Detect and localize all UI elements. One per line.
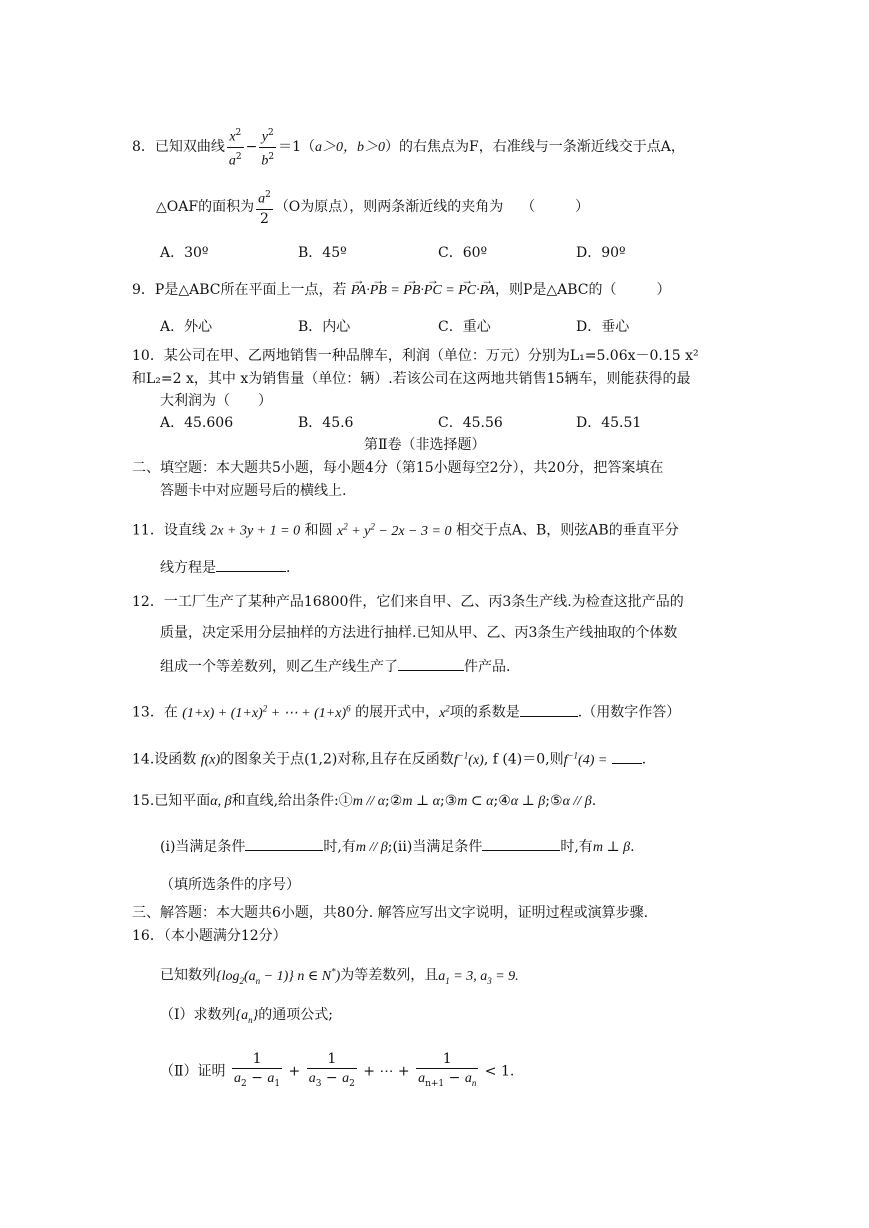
q16-initial-values: $a_1 = 3$, $a_3 = 9$. [438, 968, 519, 986]
q8-line2: △OAF的面积为 $\frac{a^2}{2}$ （O为原点），则两条渐近线的夹角为 （ ） [156, 186, 589, 228]
q14-line [132, 746, 646, 770]
q8-line2b: （O为原点），则两条渐近线的夹角为 [274, 198, 504, 215]
q15-text-c: ;② [385, 793, 403, 809]
q11-answer-blank [216, 557, 286, 572]
q14-inverse-4: $f^{-1}(4)$ = [563, 750, 608, 768]
q13-text-b: 的展开式中， [355, 704, 440, 721]
q11-line-equation: 2x + 3y + 1 = 0 [210, 523, 301, 539]
q9-vector-equation: → PA·→ PB = → PB·→ PC = → PC·→ PA [351, 283, 495, 298]
q12-answer-blank [398, 656, 464, 671]
q10-line3: 大利润为（ ） [160, 393, 272, 409]
q8-line2a: △OAF的面积为 [156, 198, 255, 215]
q15-result2: m ⊥ β [592, 840, 631, 855]
q15-blank-1 [245, 836, 323, 851]
q15-part2-then: 时,有 [560, 839, 593, 855]
q15-text-d: ;③ [439, 793, 458, 809]
q10-option-a: A．45.606 [160, 415, 234, 431]
q16-part1 [160, 1006, 333, 1029]
q16-text-b: 为等差数列，且 [340, 967, 439, 984]
q8-option-c: C．60º [438, 245, 488, 261]
q12-line1: 12．一工厂生产了某种产品16800件，它们来自甲、乙、丙3条生产线.为检查这批产品的 [132, 594, 684, 610]
q15-cond1: m // α [352, 794, 386, 809]
q9-text2: ，则P是△ABC的（ [494, 282, 617, 298]
q15-part1-then: 时,有 [323, 839, 356, 855]
q16-an: $\{a_n\}$ [235, 1008, 259, 1025]
q12-line2: 质量，决定采用分层抽样的方法进行抽样.已知从甲、乙、丙3条生产线抽取的个体数 [160, 625, 678, 641]
q9-line1 [132, 281, 671, 300]
q16-part1-text-b: 的通项公式; [258, 1007, 333, 1023]
q14-text-a: 14.设函数 [132, 751, 197, 768]
q11-line2-text: 线方程是 [160, 560, 216, 576]
q8-text2: ＝1（ [278, 139, 316, 156]
q14-inverse: $f^{-1}(x)$ [453, 750, 484, 768]
q13-text-c: 项的系数是 [449, 704, 520, 721]
q10-option-b: B．45.6 [298, 415, 354, 431]
fraction-a2-2: $\frac{a^2}{2}$ [256, 186, 273, 228]
q8-text1: 已知双曲线 [154, 139, 225, 156]
q13-text-a: 13．在 [132, 704, 178, 721]
q15-part2-text: ;(ⅱ)当满足条件 [387, 839, 483, 855]
q15-cond3: m ⊂ α [457, 794, 494, 809]
q15-text-f: ;⑤ [545, 793, 563, 809]
q15-text-e: ;④ [493, 793, 511, 809]
q13-answer-blank [520, 702, 578, 717]
q15-cond2: m ⊥ α [402, 794, 440, 809]
q15-planes: α, β [210, 794, 232, 809]
q11-text-a: 11．设直线 [132, 522, 206, 539]
section2-line1: 二、填空题：本大题共5小题，每小题4分（第15小题每空2分），共20分，把答案填在 [132, 460, 664, 476]
q15-line2: (ⅰ)当满足条件 时,有m // β;(ⅱ)当满足条件 时,有m ⊥ β. [160, 836, 635, 857]
q10-option-c: C．45.56 [438, 415, 503, 431]
q9-text3: ） [656, 282, 671, 298]
fraction-term1: $\frac{1}{a_2 - a_1}$ [233, 1051, 281, 1089]
q8-condition: a＞0，b＞0 [315, 140, 386, 156]
q15-result1: m // β [355, 840, 388, 855]
q16-part2: （Ⅱ）证明 $\frac{1}{a_2 - a_1}$ + $\frac{1}{a_3 - a_2}$ + ⋯ + $\frac{1}{a_{n+1} - a_n}$ < 1. [160, 1050, 514, 1093]
section3-heading: 三、解答题：本大题共6小题，共80分. 解答应写出文字说明，证明过程或演算步骤. [132, 905, 649, 921]
q14-text-d: . [641, 751, 647, 768]
q14-answer-blank [612, 749, 642, 764]
q8-option-a: A．30º [160, 245, 209, 261]
q8-line1: 8．已知双曲线 $\frac{x^2}{a^2}$ − $\frac{y^2}{b^2}$ ＝1（a＞0，b＞0）的右焦点为F，右准线与一条渐近线交于点A， [132, 124, 685, 170]
q11-text-b: 和圆 [304, 522, 333, 539]
q11-line2: 线方程是 . [160, 557, 290, 577]
q13-text-d: .（用数字作答） [577, 704, 681, 721]
q15-cond4: α ⊥ β [510, 794, 546, 809]
q11-circle-equation: $x^2 + y^2 - 2x - 3 = 0$ [336, 521, 452, 539]
q16-line1 [160, 962, 519, 989]
fraction-x2-a2: $\frac{x^2}{a^2}$ [227, 124, 244, 170]
q14-text-c: , f (4)＝0,则 [483, 751, 564, 768]
q10-line1: 10．某公司在甲、乙两地销售一种品牌车，利润（单位：万元）分别为L₁=5.06x－0.15 x² [132, 348, 699, 364]
q9-option-a: A．外心 [160, 319, 213, 335]
q13-expression: $(1+x) + (1+x)^2$ + ⋯ + $(1+x)^6$ [182, 703, 351, 721]
q13-x2: $x^2$ [439, 703, 450, 721]
q11-line1 [132, 517, 679, 541]
q16-part2-text: （Ⅱ）证明 [160, 1063, 226, 1080]
q9-text1: 9．P是△ABC所在平面上一点，若 [132, 282, 347, 298]
section2-line2: 答题卡中对应题号后的横线上. [160, 483, 347, 499]
part2-title: 第Ⅱ卷（非选择题） [364, 437, 486, 453]
q16-part1-text-a: （Ⅰ）求数列 [160, 1007, 236, 1023]
q8-text3: ）的右焦点为F，右准线与一条渐近线交于点A， [385, 139, 685, 156]
q15-text-a: 15.已知平面 [132, 793, 211, 809]
q9-option-d: D．垂心 [576, 319, 630, 335]
q16-sequence: $\{\log_2(a_n - 1)\}$ n ∈ N*) [216, 966, 341, 986]
fraction-term2: $\frac{1}{a_3 - a_2}$ [308, 1051, 355, 1089]
q12-line3: 组成一个等差数列，则乙生产线生产了 件产品. [160, 656, 510, 676]
q8-number: 8． [132, 139, 155, 156]
q14-text-b: 的图象关于点(1,2)对称,且存在反函数 [220, 751, 454, 768]
q12-line3-text-a: 组成一个等差数列，则乙生产线生产了 [160, 659, 398, 675]
q15-blank-2 [482, 836, 560, 851]
q12-line3-text-b: 件产品 [464, 659, 506, 675]
q11-text-c: 相交于点A、B，则弦AB的垂直平分 [455, 522, 679, 539]
fraction-y2-b2: $\frac{y^2}{b^2}$ [259, 124, 276, 170]
q15-line3: （填所选条件的序号） [160, 877, 300, 893]
fraction-term-n: $\frac{1}{a_{n+1} - a_n}$ [418, 1051, 477, 1089]
q15-part1-text: (ⅰ)当满足条件 [160, 839, 246, 855]
q9-option-c: C．重心 [438, 319, 491, 335]
q8-option-b: B．45º [298, 245, 347, 261]
q13-line [132, 699, 680, 723]
q9-option-b: B．内心 [298, 319, 351, 335]
q15-cond5: α // β [562, 794, 592, 809]
q10-line2: 和L₂=2 x，其中 x为销售量（单位：辆）.若该公司在这两地共销售15辆车，则能获得的最 [132, 371, 691, 387]
q15-line1: 15.已知平面α, β和直线,给出条件:①m // α;②m ⊥ α;③m ⊂ α;④α ⊥ β;⑤α // β. [132, 793, 597, 809]
q14-fx: f(x) [200, 752, 221, 768]
q16-heading: 16．（本小题满分12分） [132, 928, 287, 944]
q8-option-d: D．90º [576, 245, 626, 261]
q15-text-b: 和直线,给出条件:① [231, 793, 353, 809]
q16-text-a: 已知数列 [160, 967, 216, 984]
q10-option-d: D．45.51 [576, 415, 642, 431]
